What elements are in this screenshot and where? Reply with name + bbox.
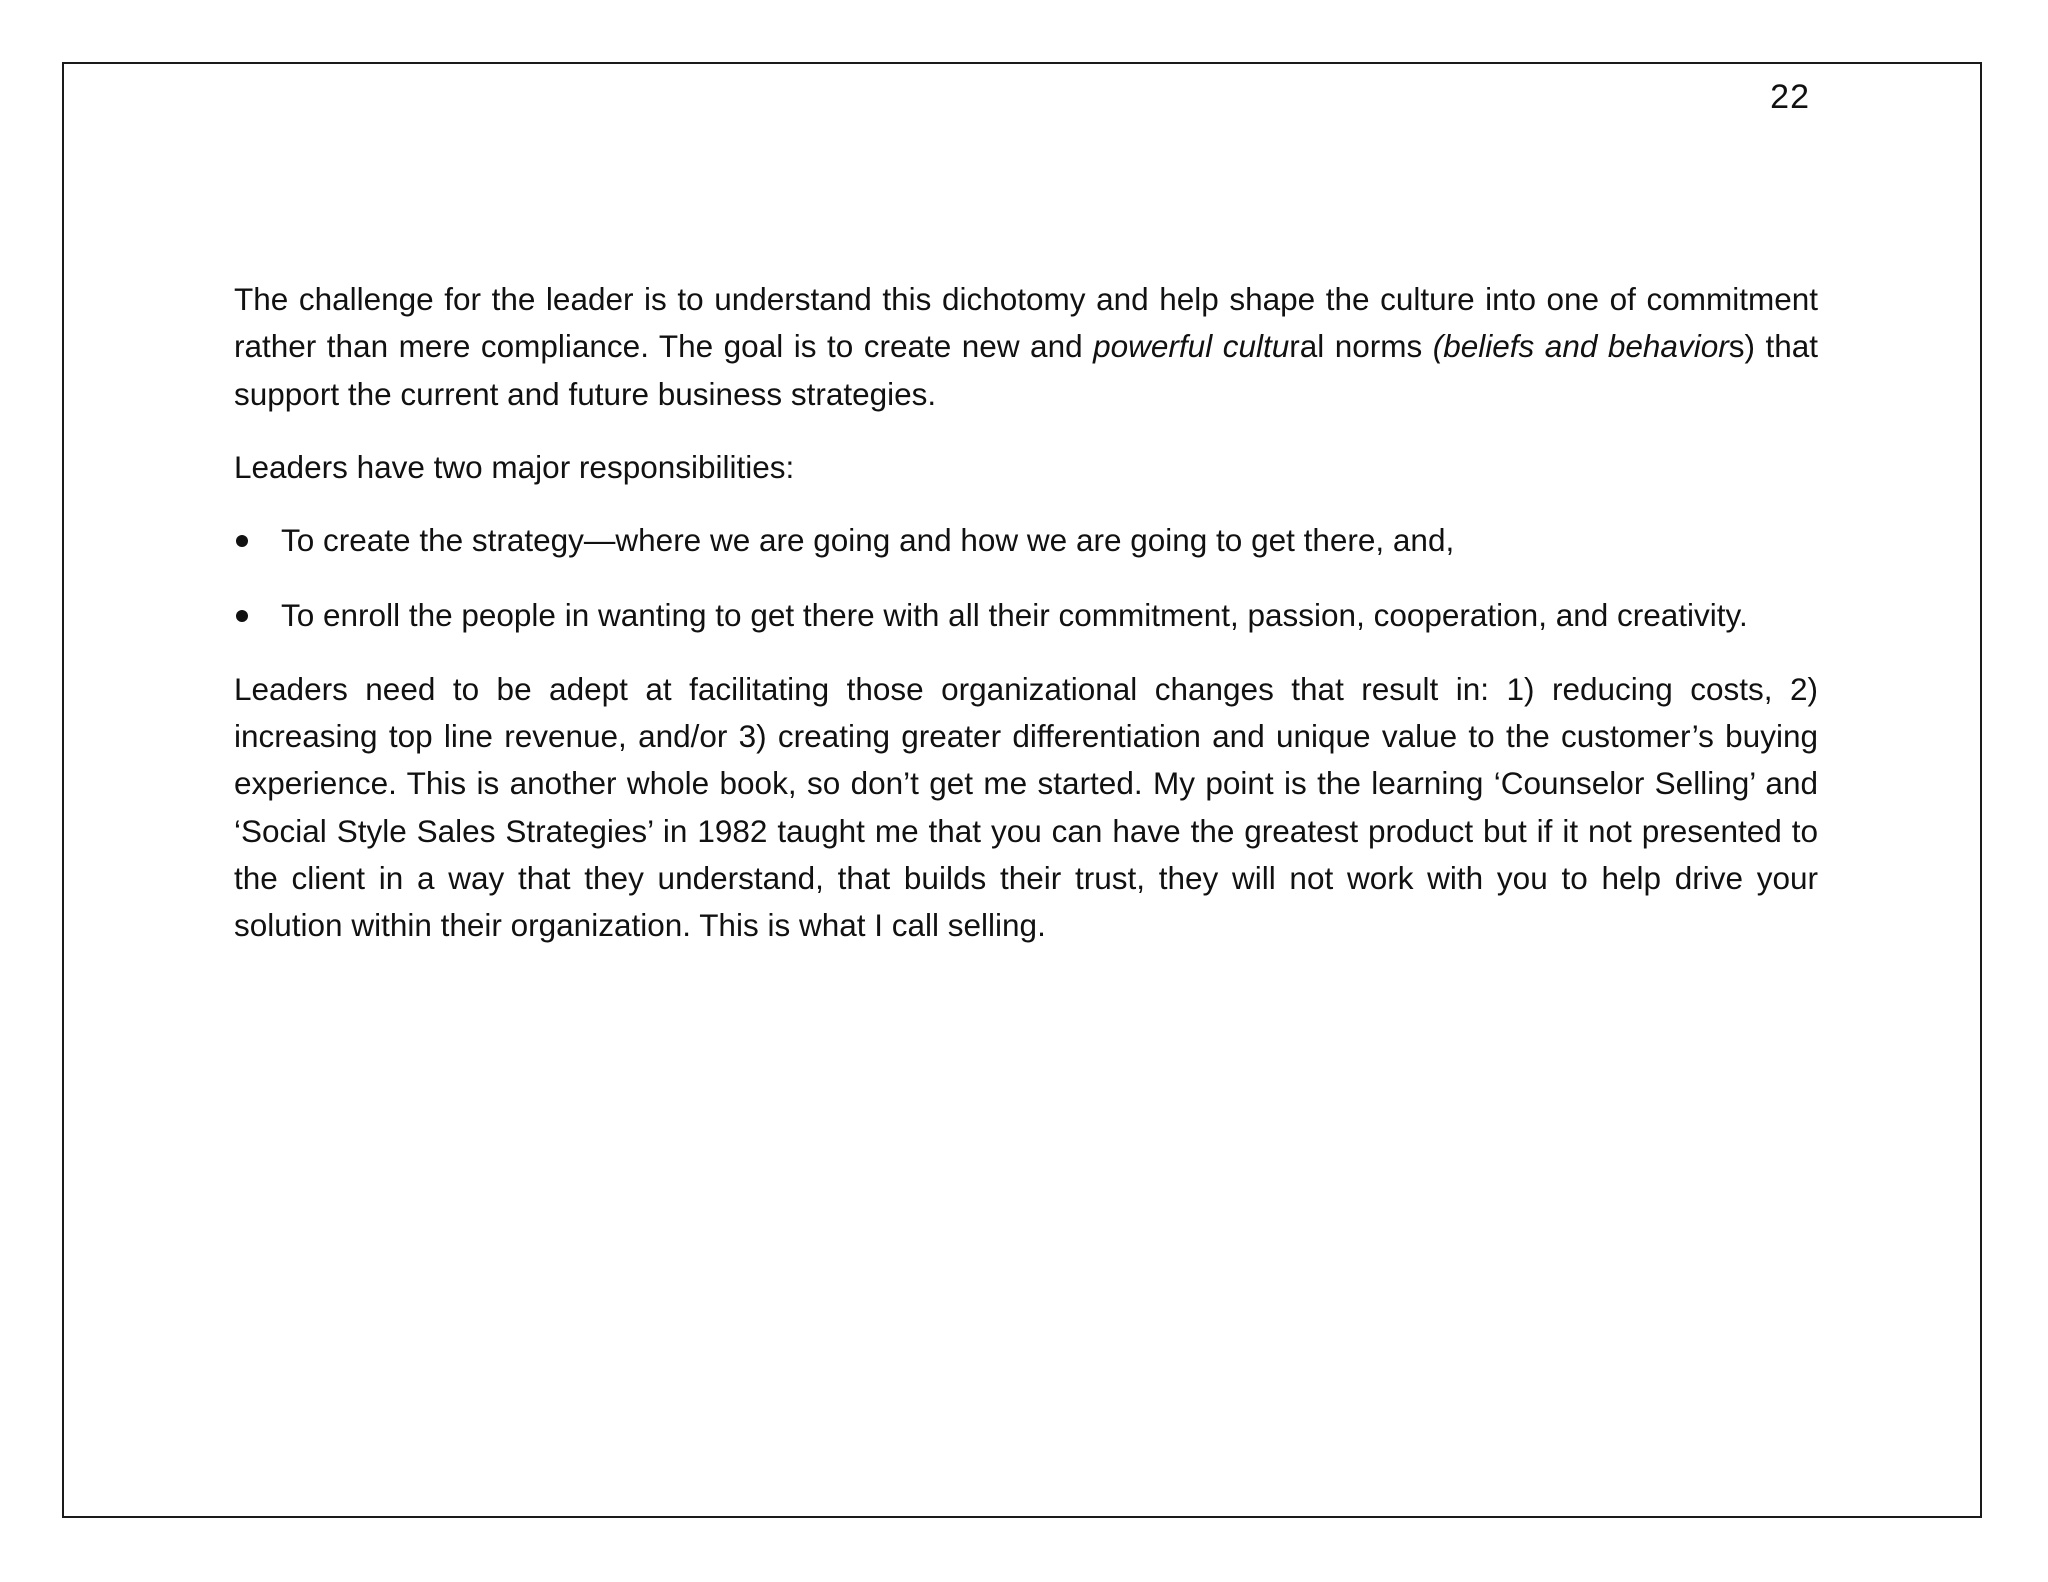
page-number: 22	[1770, 78, 1810, 116]
list-item-text: To create the strategy—where we are going and how we are going to get there, and,	[281, 522, 1455, 559]
body-text	[234, 276, 1818, 976]
list-item-text: To enroll the people in wanting to get there with all their commitment, passion, cooperation, and creativity.	[281, 597, 1748, 634]
paragraph-1-text-d: s) that support the current and future business strategies.	[234, 328, 1818, 412]
paragraph-leader-challenge	[234, 276, 1818, 418]
bullet-icon	[236, 535, 248, 547]
list-item	[234, 592, 1818, 639]
paragraph-1-text-c: s	[1406, 328, 1433, 365]
paragraph-organizational-change: Leaders need to be adept at facilitating those organizational changes that result in: 1) reducing costs, 2) increasing top line revenue, and/or 3) creating greater differentiation and unique value to the customer’s buying experience. This is another whole book, so don’t get me started. My point is the learning ‘Counselor Selling’ and ‘Social Style Sales Strategies’ in 1982 taught me that you can have the greatest product but if it not presented to the client in a way that they understand, that builds their trust, they will not work with you to help drive your solution within their organization. This is what I call selling.	[234, 670, 1818, 944]
bullet-icon	[236, 610, 248, 622]
paragraph-1-italic-b: (beliefs and behavior	[1432, 328, 1729, 365]
list-item	[234, 517, 1818, 564]
responsibilities-list	[234, 517, 1818, 640]
paragraph-1-italic-a: powerful cultu	[1093, 328, 1290, 365]
paragraph-1-text-b: ral norm	[1289, 328, 1407, 365]
paragraph-responsibilities-intro: Leaders have two major responsibilities:	[234, 448, 795, 485]
page-border	[62, 62, 1982, 1518]
paragraph-1-text-a: The challenge for the leader is to understand this dichotomy and help shape the culture into one of commitment rather than mere compliance. The goal is to create new and	[234, 281, 1818, 365]
